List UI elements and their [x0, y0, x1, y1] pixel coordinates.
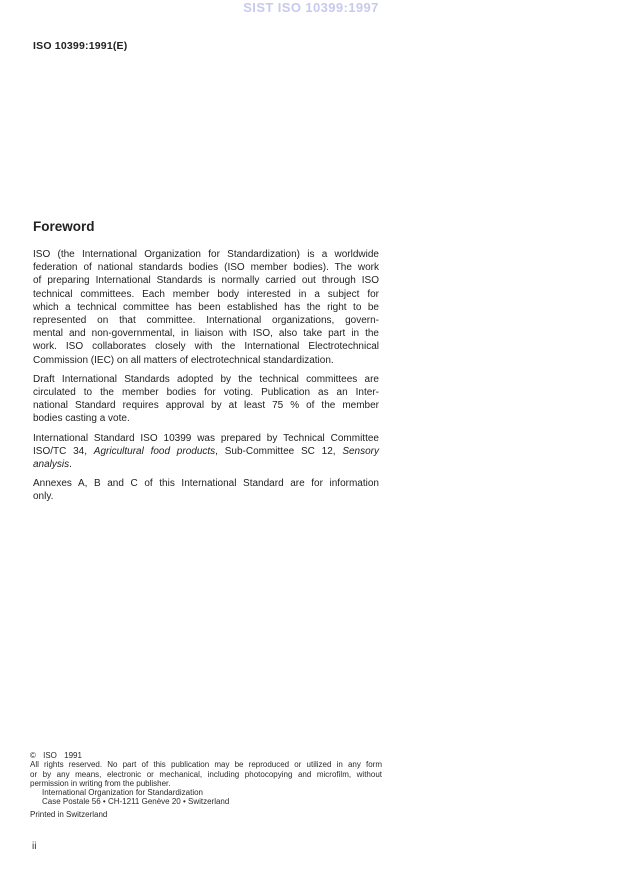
text-segment: work. ISO collaborates closely with the International Electrotechnical: [33, 341, 379, 353]
text-segment: .: [69, 459, 72, 471]
text-segment: ISO (the International Organization for Standardization) is a worldwide: [33, 249, 379, 260]
italic-text-segment: Agricultural food products: [93, 445, 216, 457]
rights-text: [30, 760, 382, 788]
text-segment: which a technical committee has been established has the right to be: [33, 301, 379, 313]
text-line: [30, 760, 382, 769]
text-segment: All rights reserved. No part of this publication may be reproduced or utilized in any form: [30, 760, 382, 770]
text-line: [42, 797, 382, 806]
text-segment: , Sub-Committee SC 12,: [215, 445, 343, 457]
text-line: [30, 770, 382, 779]
text-line: [33, 386, 379, 399]
printed-note: Printed in Switzerland: [30, 809, 108, 819]
text-segment: International Standard ISO 10399 was prepared by Technical Committee: [33, 432, 379, 444]
text-line: [33, 261, 379, 274]
text-line: [33, 412, 379, 425]
text-segment: permission in writing from the publisher.: [30, 778, 171, 788]
text-line: [33, 248, 379, 261]
paragraph: [33, 248, 379, 367]
text-segment: ISO/TC 34,: [33, 445, 94, 457]
text-line: [33, 399, 379, 412]
page-number: ii: [32, 841, 37, 852]
text-line: [33, 274, 379, 287]
text-line: [33, 354, 379, 367]
text-line: [33, 445, 379, 458]
watermark-text: SIST ISO 10399:1997: [243, 0, 379, 15]
text-line: [33, 490, 379, 503]
text-line: [33, 340, 379, 353]
text-segment: or by any means, electronic or mechanical, including photocopying and microfilm, without: [30, 769, 382, 779]
text-segment: International Organization for Standardization: [42, 788, 203, 798]
text-segment: only.: [33, 491, 54, 503]
text-line: [33, 314, 379, 327]
paragraph: [33, 432, 379, 472]
text-segment: Commission (IEC) on all matters of electrotechnical standardization.: [33, 354, 334, 366]
text-segment: technical committees. Each member body interested in a subject for: [33, 288, 379, 300]
text-segment: national Standard requires approval by at least 75 % of the member: [33, 400, 379, 412]
text-segment: Annexes A, B and C of this International Standard are for information: [33, 478, 379, 490]
copyright-line: © ISO 1991: [30, 751, 82, 760]
text-line: [30, 779, 382, 788]
text-segment: circulated to the member bodies for voting. Publication as an Inter-: [33, 387, 379, 399]
text-line: [33, 373, 379, 386]
text-segment: mental and non-governmental, in liaison with ISO, also take part in the: [33, 328, 379, 340]
text-line: [33, 288, 379, 301]
text-line: [33, 327, 379, 340]
text-segment: represented on that committee. International organizations, govern-: [33, 315, 379, 327]
text-line: [33, 301, 379, 314]
foreword-title: Foreword: [33, 219, 95, 234]
text-segment: Draft International Standards adopted by the technical committees are: [33, 373, 379, 385]
publisher-address: [30, 788, 382, 807]
text-segment: federation of national standards bodies (ISO member bodies). The work: [33, 262, 379, 274]
text-line: [33, 432, 379, 445]
paragraph: [33, 477, 379, 503]
italic-text-segment: Sensory: [342, 445, 379, 457]
text-line: [33, 477, 379, 490]
text-segment: bodies casting a vote.: [33, 413, 130, 425]
foreword-paragraphs: [33, 248, 379, 510]
doc-reference: ISO 10399:1991(E): [33, 40, 128, 52]
text-segment: of preparing International Standards is normally carried out through ISO: [33, 275, 379, 287]
text-line: [42, 788, 382, 797]
italic-text-segment: analysis: [33, 459, 70, 471]
text-line: [33, 458, 379, 471]
imprint-block: [30, 751, 382, 819]
paragraph: [33, 373, 379, 426]
text-segment: Case Postale 56 • CH-1211 Genève 20 • Switzerland: [42, 797, 230, 807]
